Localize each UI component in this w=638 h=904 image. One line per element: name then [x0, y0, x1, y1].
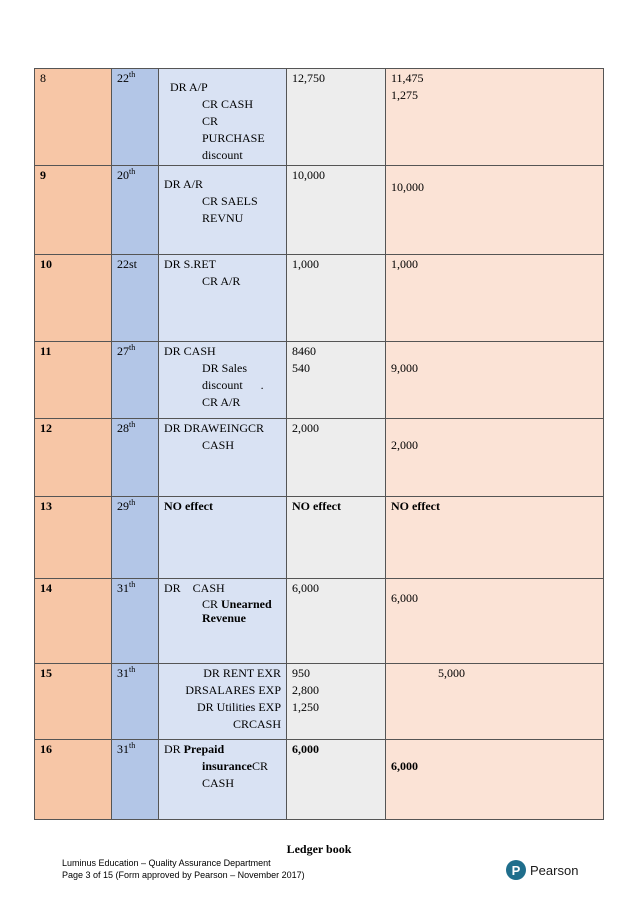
debit-cell	[287, 255, 386, 342]
journal-entry-cell	[159, 740, 287, 820]
entry-number-cell	[35, 579, 112, 664]
credit-amount: 5,000	[438, 666, 465, 680]
journal-entry-cell	[159, 579, 287, 664]
entry-line: DR CASH	[164, 344, 216, 358]
date-cell	[112, 664, 159, 740]
date-day: 31	[117, 581, 129, 595]
entry-line	[164, 597, 281, 611]
credit-amount: 9,000	[391, 361, 418, 375]
entry-line	[164, 741, 281, 758]
entry-line: DR S.RET	[164, 257, 217, 271]
credit-amount: 1,000	[391, 257, 418, 271]
journal-entry-cell	[159, 342, 287, 419]
pearson-logo-text: Pearson	[530, 862, 579, 878]
ledger-table	[34, 68, 604, 820]
credit-amount: 10,000	[391, 180, 424, 194]
date-suffix: th	[129, 420, 136, 429]
debit-cell	[287, 166, 386, 255]
entry-line: PURCHASE	[202, 131, 265, 145]
date-suffix: th	[129, 665, 136, 674]
entry-line	[164, 758, 281, 775]
entry-line: NO effect	[164, 499, 213, 513]
entry-line: CR A/R	[202, 274, 241, 288]
credit-cell	[386, 740, 604, 820]
date-day: 31	[117, 666, 129, 680]
entry-number-cell	[35, 69, 112, 166]
entry-text: discount	[202, 378, 243, 392]
entry-line: CR CASH	[202, 97, 254, 111]
entry-number: 16	[40, 742, 52, 756]
entry-text: Prepaid	[183, 742, 225, 756]
entry-number-cell	[35, 342, 112, 419]
debit-cell	[287, 69, 386, 166]
footer-page-info: Page 3 of 15 (Form approved by Pearson – November 2017)	[62, 870, 305, 880]
debit-amount: 6,000	[292, 742, 319, 756]
entry-number: 8	[40, 71, 46, 85]
entry-line: DRSALARES EXP	[185, 683, 281, 697]
journal-entry-cell	[159, 419, 287, 497]
date-cell	[112, 497, 159, 579]
pearson-logo	[506, 859, 578, 881]
debit-cell	[287, 419, 386, 497]
debit-amount: 2,000	[292, 421, 319, 435]
credit-amount: 2,000	[391, 438, 418, 452]
debit-amount: 1,000	[292, 257, 319, 271]
entry-line: discount	[202, 148, 243, 162]
date-suffix: th	[129, 498, 136, 507]
entry-number-cell	[35, 497, 112, 579]
credit-amount: 11,475	[391, 71, 424, 85]
debit-amount: 12,750	[292, 71, 325, 85]
entry-number: 13	[40, 499, 52, 513]
date-day: 20	[117, 168, 129, 182]
date-day: 28	[117, 421, 129, 435]
journal-entry-cell	[159, 166, 287, 255]
credit-cell	[386, 69, 604, 166]
date-day: 29	[117, 499, 129, 513]
date-cell	[112, 166, 159, 255]
journal-entry-cell	[159, 255, 287, 342]
entry-line: CR A/R	[202, 395, 241, 409]
entry-text: CR	[202, 597, 219, 611]
credit-amount: 6,000	[391, 591, 418, 605]
entry-line: REVNU	[202, 211, 244, 225]
pearson-logo-icon: P	[506, 860, 526, 880]
entry-line: CASH	[202, 776, 235, 790]
debit-cell	[287, 664, 386, 740]
credit-amount: NO effect	[391, 499, 440, 513]
table-row	[35, 69, 604, 166]
entry-number: 11	[40, 344, 52, 358]
table-row	[35, 255, 604, 342]
entry-number: 9	[40, 168, 46, 182]
debit-amount: 540	[292, 361, 310, 375]
entry-line	[164, 377, 281, 394]
entry-text: DR	[164, 742, 181, 756]
debit-cell	[287, 740, 386, 820]
date-day: 22	[117, 71, 129, 85]
credit-cell	[386, 342, 604, 419]
entry-number-cell	[35, 255, 112, 342]
debit-amount: 1,250	[292, 700, 319, 714]
credit-cell	[386, 419, 604, 497]
date-suffix: th	[129, 167, 136, 176]
debit-amount: 2,800	[292, 683, 319, 697]
entry-number: 15	[40, 666, 52, 680]
entry-number: 14	[40, 581, 52, 595]
date-cell	[112, 579, 159, 664]
date-day: 31	[117, 742, 129, 756]
journal-entry-cell	[159, 664, 287, 740]
credit-amount: 6,000	[391, 759, 418, 773]
entry-line: CRCASH	[232, 717, 281, 731]
entry-line: CASH	[202, 438, 235, 452]
credit-cell	[386, 579, 604, 664]
entry-line: DR Sales	[202, 361, 247, 375]
entry-text: .	[260, 378, 264, 392]
entry-number: 12	[40, 421, 52, 435]
entry-text: CR	[252, 759, 269, 773]
date-cell	[112, 342, 159, 419]
credit-cell	[386, 166, 604, 255]
footer-department: Luminus Education – Quality Assurance Department	[62, 858, 271, 868]
date-cell	[112, 419, 159, 497]
table-row	[35, 419, 604, 497]
table-row	[35, 579, 604, 664]
entry-number-cell	[35, 740, 112, 820]
table-row	[35, 497, 604, 579]
entry-number-cell	[35, 166, 112, 255]
debit-amount: 8460	[292, 344, 316, 358]
table-row	[35, 664, 604, 740]
date-cell	[112, 255, 159, 342]
entry-line: CR SAELS	[202, 194, 258, 208]
debit-cell	[287, 342, 386, 419]
date-cell	[112, 69, 159, 166]
debit-amount: 950	[292, 666, 310, 680]
credit-cell	[386, 497, 604, 579]
date-suffix: th	[129, 580, 136, 589]
date-day: 22st	[117, 257, 138, 271]
date-suffix: th	[129, 70, 136, 79]
entry-line: DR CASH	[164, 581, 225, 595]
date-cell	[112, 740, 159, 820]
entry-line: DR A/P	[170, 80, 208, 94]
date-suffix: th	[129, 741, 136, 750]
credit-amount: 1,275	[391, 88, 418, 102]
journal-entry-cell	[159, 69, 287, 166]
credit-cell	[386, 255, 604, 342]
table-row	[35, 342, 604, 419]
entry-line: CR	[202, 114, 219, 128]
entry-text: Unearned	[221, 597, 272, 611]
debit-cell	[287, 579, 386, 664]
table-row	[35, 740, 604, 820]
debit-amount: 10,000	[292, 168, 325, 182]
entry-line: DR A/R	[164, 177, 204, 191]
entry-number-cell	[35, 664, 112, 740]
date-suffix: th	[129, 343, 136, 352]
debit-amount: 6,000	[292, 581, 319, 595]
date-day: 27	[117, 344, 129, 358]
table-row	[35, 166, 604, 255]
entry-line: DR Utilities EXP	[196, 700, 281, 714]
debit-amount: NO effect	[292, 499, 341, 513]
entry-number: 10	[40, 257, 52, 271]
debit-cell	[287, 497, 386, 579]
entry-line: DR DRAWEINGCR	[164, 421, 265, 435]
entry-text: insurance	[202, 759, 253, 773]
footer-title: Ledger book	[286, 842, 352, 856]
entry-line: Revenue	[202, 611, 246, 625]
credit-cell	[386, 664, 604, 740]
entry-number-cell	[35, 419, 112, 497]
journal-entry-cell	[159, 497, 287, 579]
entry-line: DR RENT EXR	[203, 666, 281, 680]
